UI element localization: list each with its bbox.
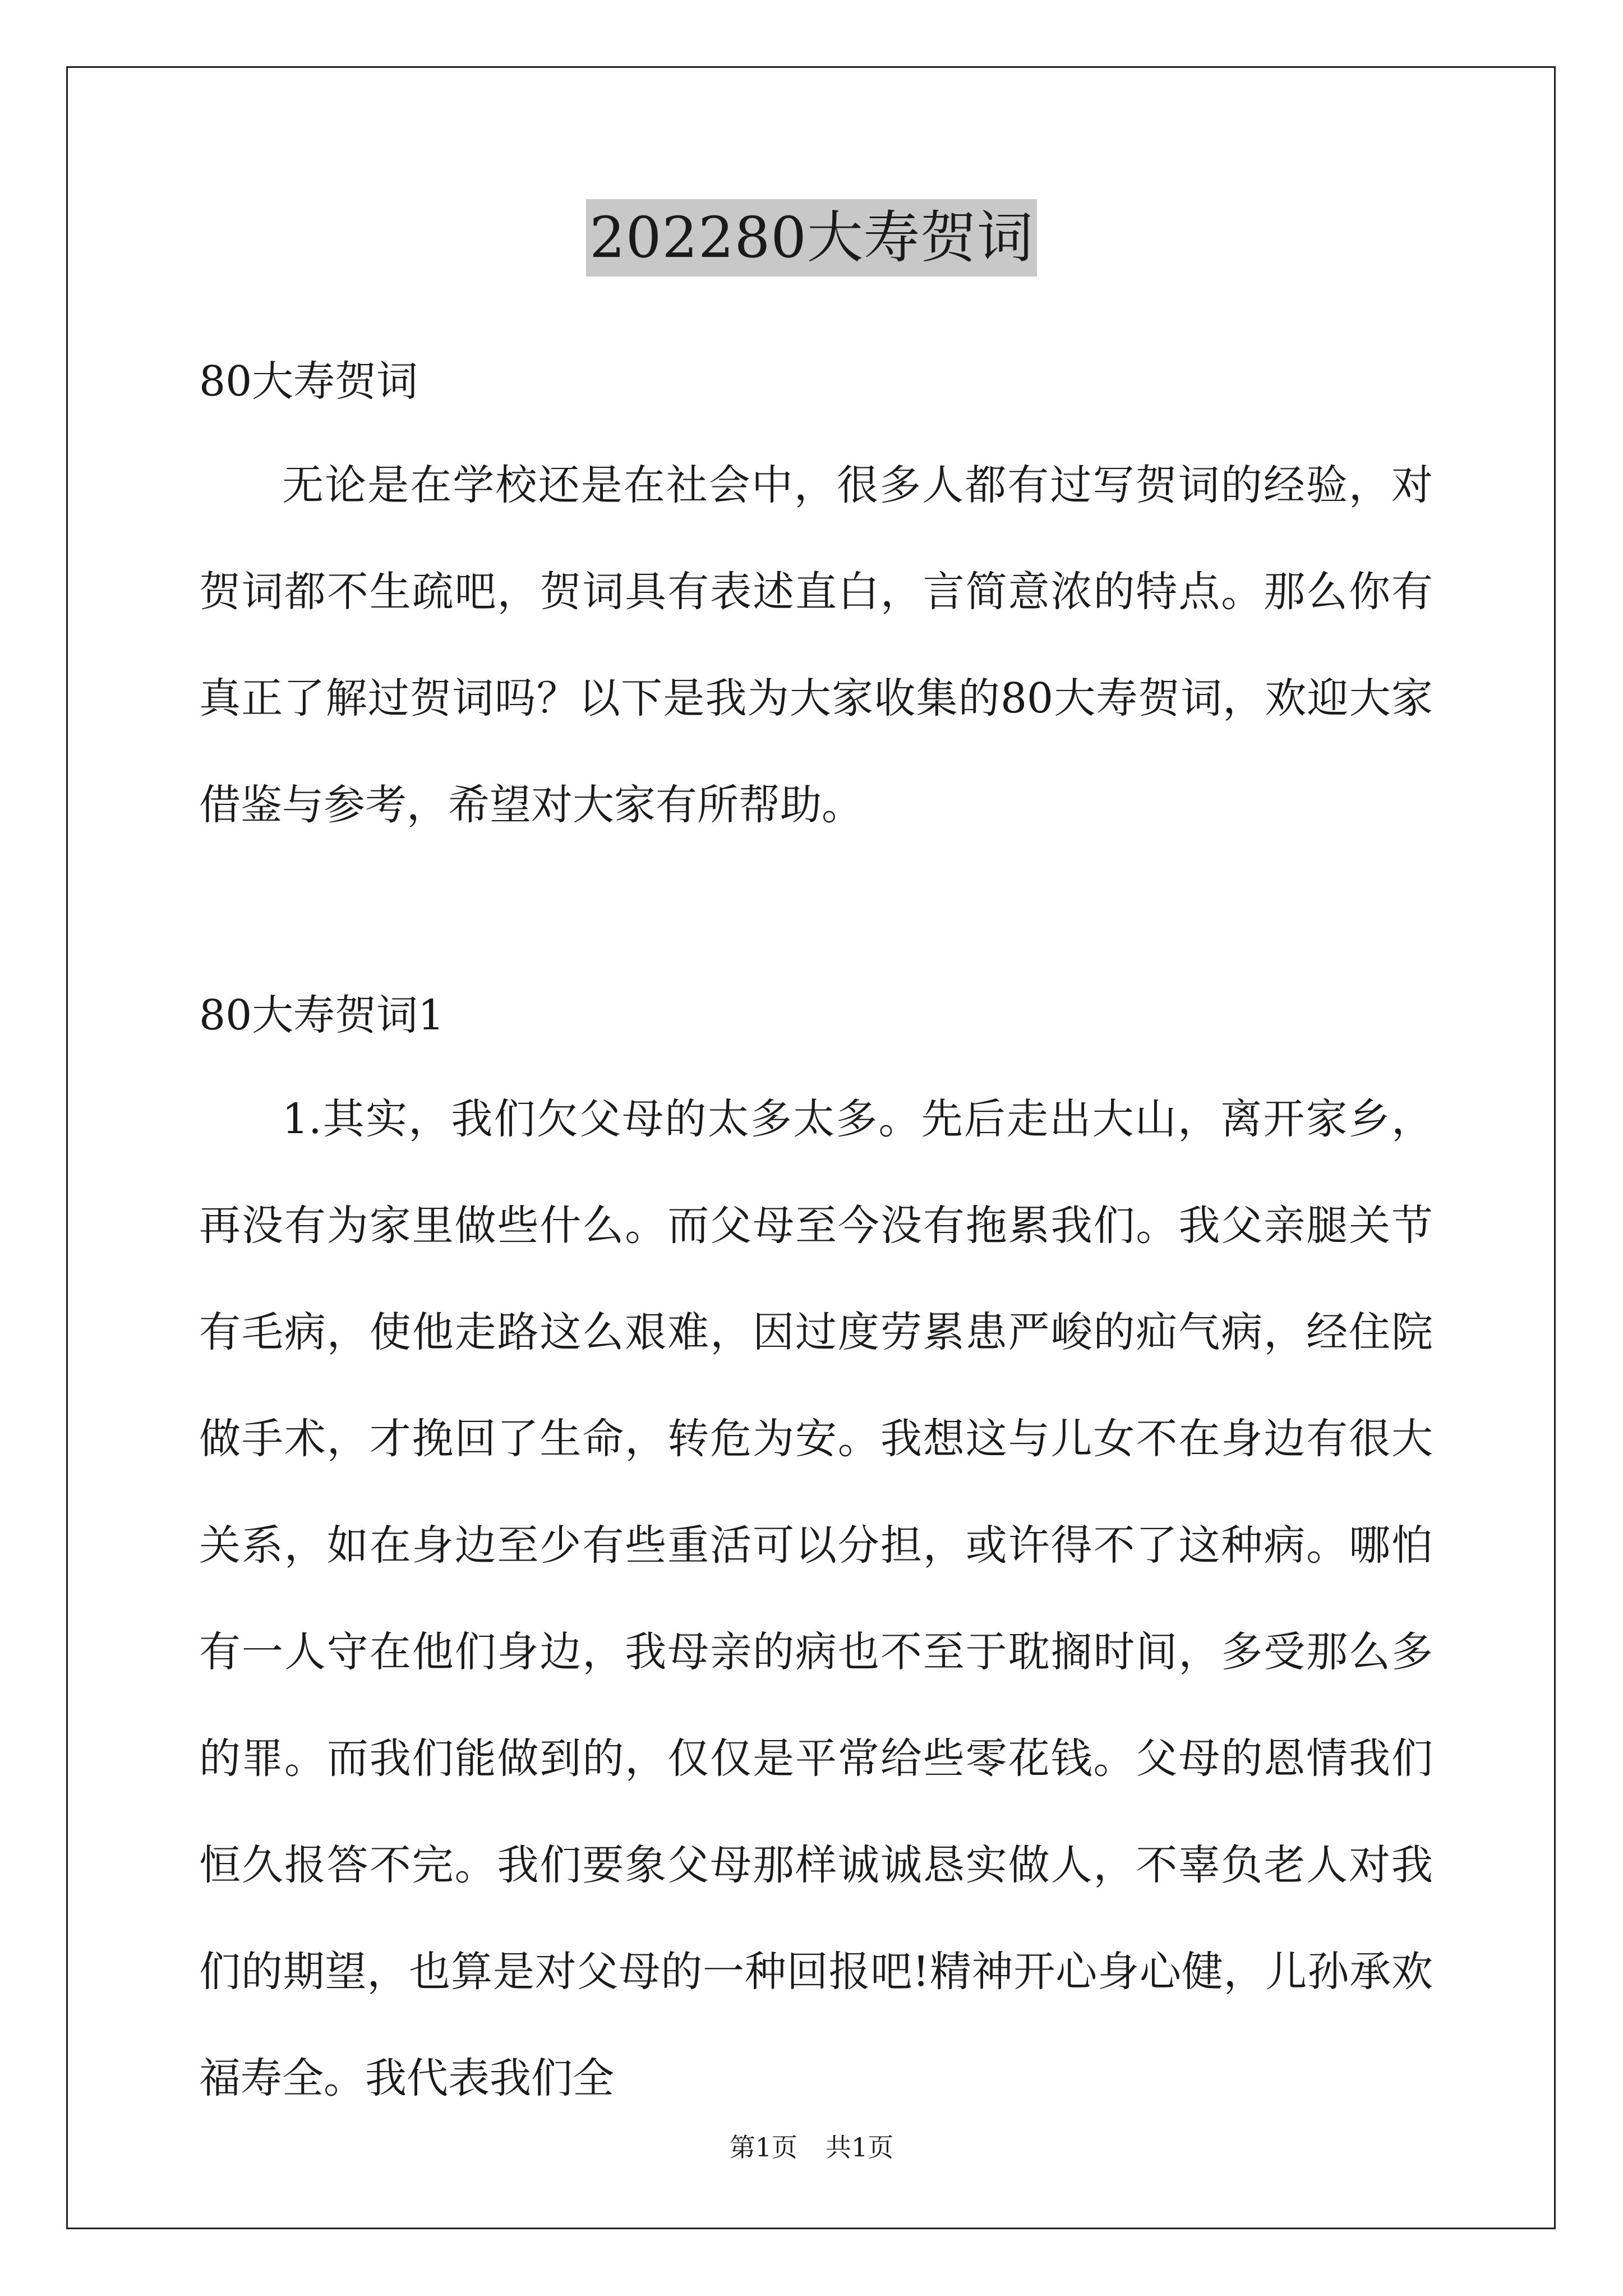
document-title: 202280大寿贺词 [586,199,1037,277]
document-body [199,331,1433,2132]
section-gap [199,858,1433,965]
page-number-total: 共1页 [826,2132,894,2162]
intro-paragraph: 无论是在学校还是在社会中，很多人都有过写贺词的经验，对贺词都不生疏吧，贺词具有表述直白，言简意浓的特点。那么你有真正了解过贺词吗？以下是我为大家收集的80大寿贺词，欢迎大家借鉴与参考，希望对大家有所帮助。 [199,461,1433,829]
section1-heading: 80大寿贺词1 [199,991,445,1039]
page-number-current: 第1页 [729,2132,797,2162]
page-footer [0,2131,1623,2164]
title-container [0,199,1623,277]
section1-paragraph: 1.其实，我们欠父母的太多太多。先后走出大山，离开家乡，再没有为家里做些什么。而父母至今没有拖累我们。我父亲腿关节有毛病，使他走路这么艰难，因过度劳累患严峻的疝气病，经住院做手术，才挽回了生命，转危为安。我想这与儿女不在身边有很大关系，如在身边至少有些重活可以分担，或许得不了这种病。哪怕有一人守在他们身边，我母亲的病也不至于耽搁时间，多受那么多的罪。而我们能做到的，仅仅是平常给些零花钱。父母的恩情我们恒久报答不完。我们要象父母那样诚诚恳实做人，不辜负老人对我们的期望，也算是对父母的一种回报吧!精神开心身心健，儿孙承欢福寿全。我代表我们全 [199,1095,1433,2102]
intro-heading: 80大寿贺词 [199,357,418,406]
